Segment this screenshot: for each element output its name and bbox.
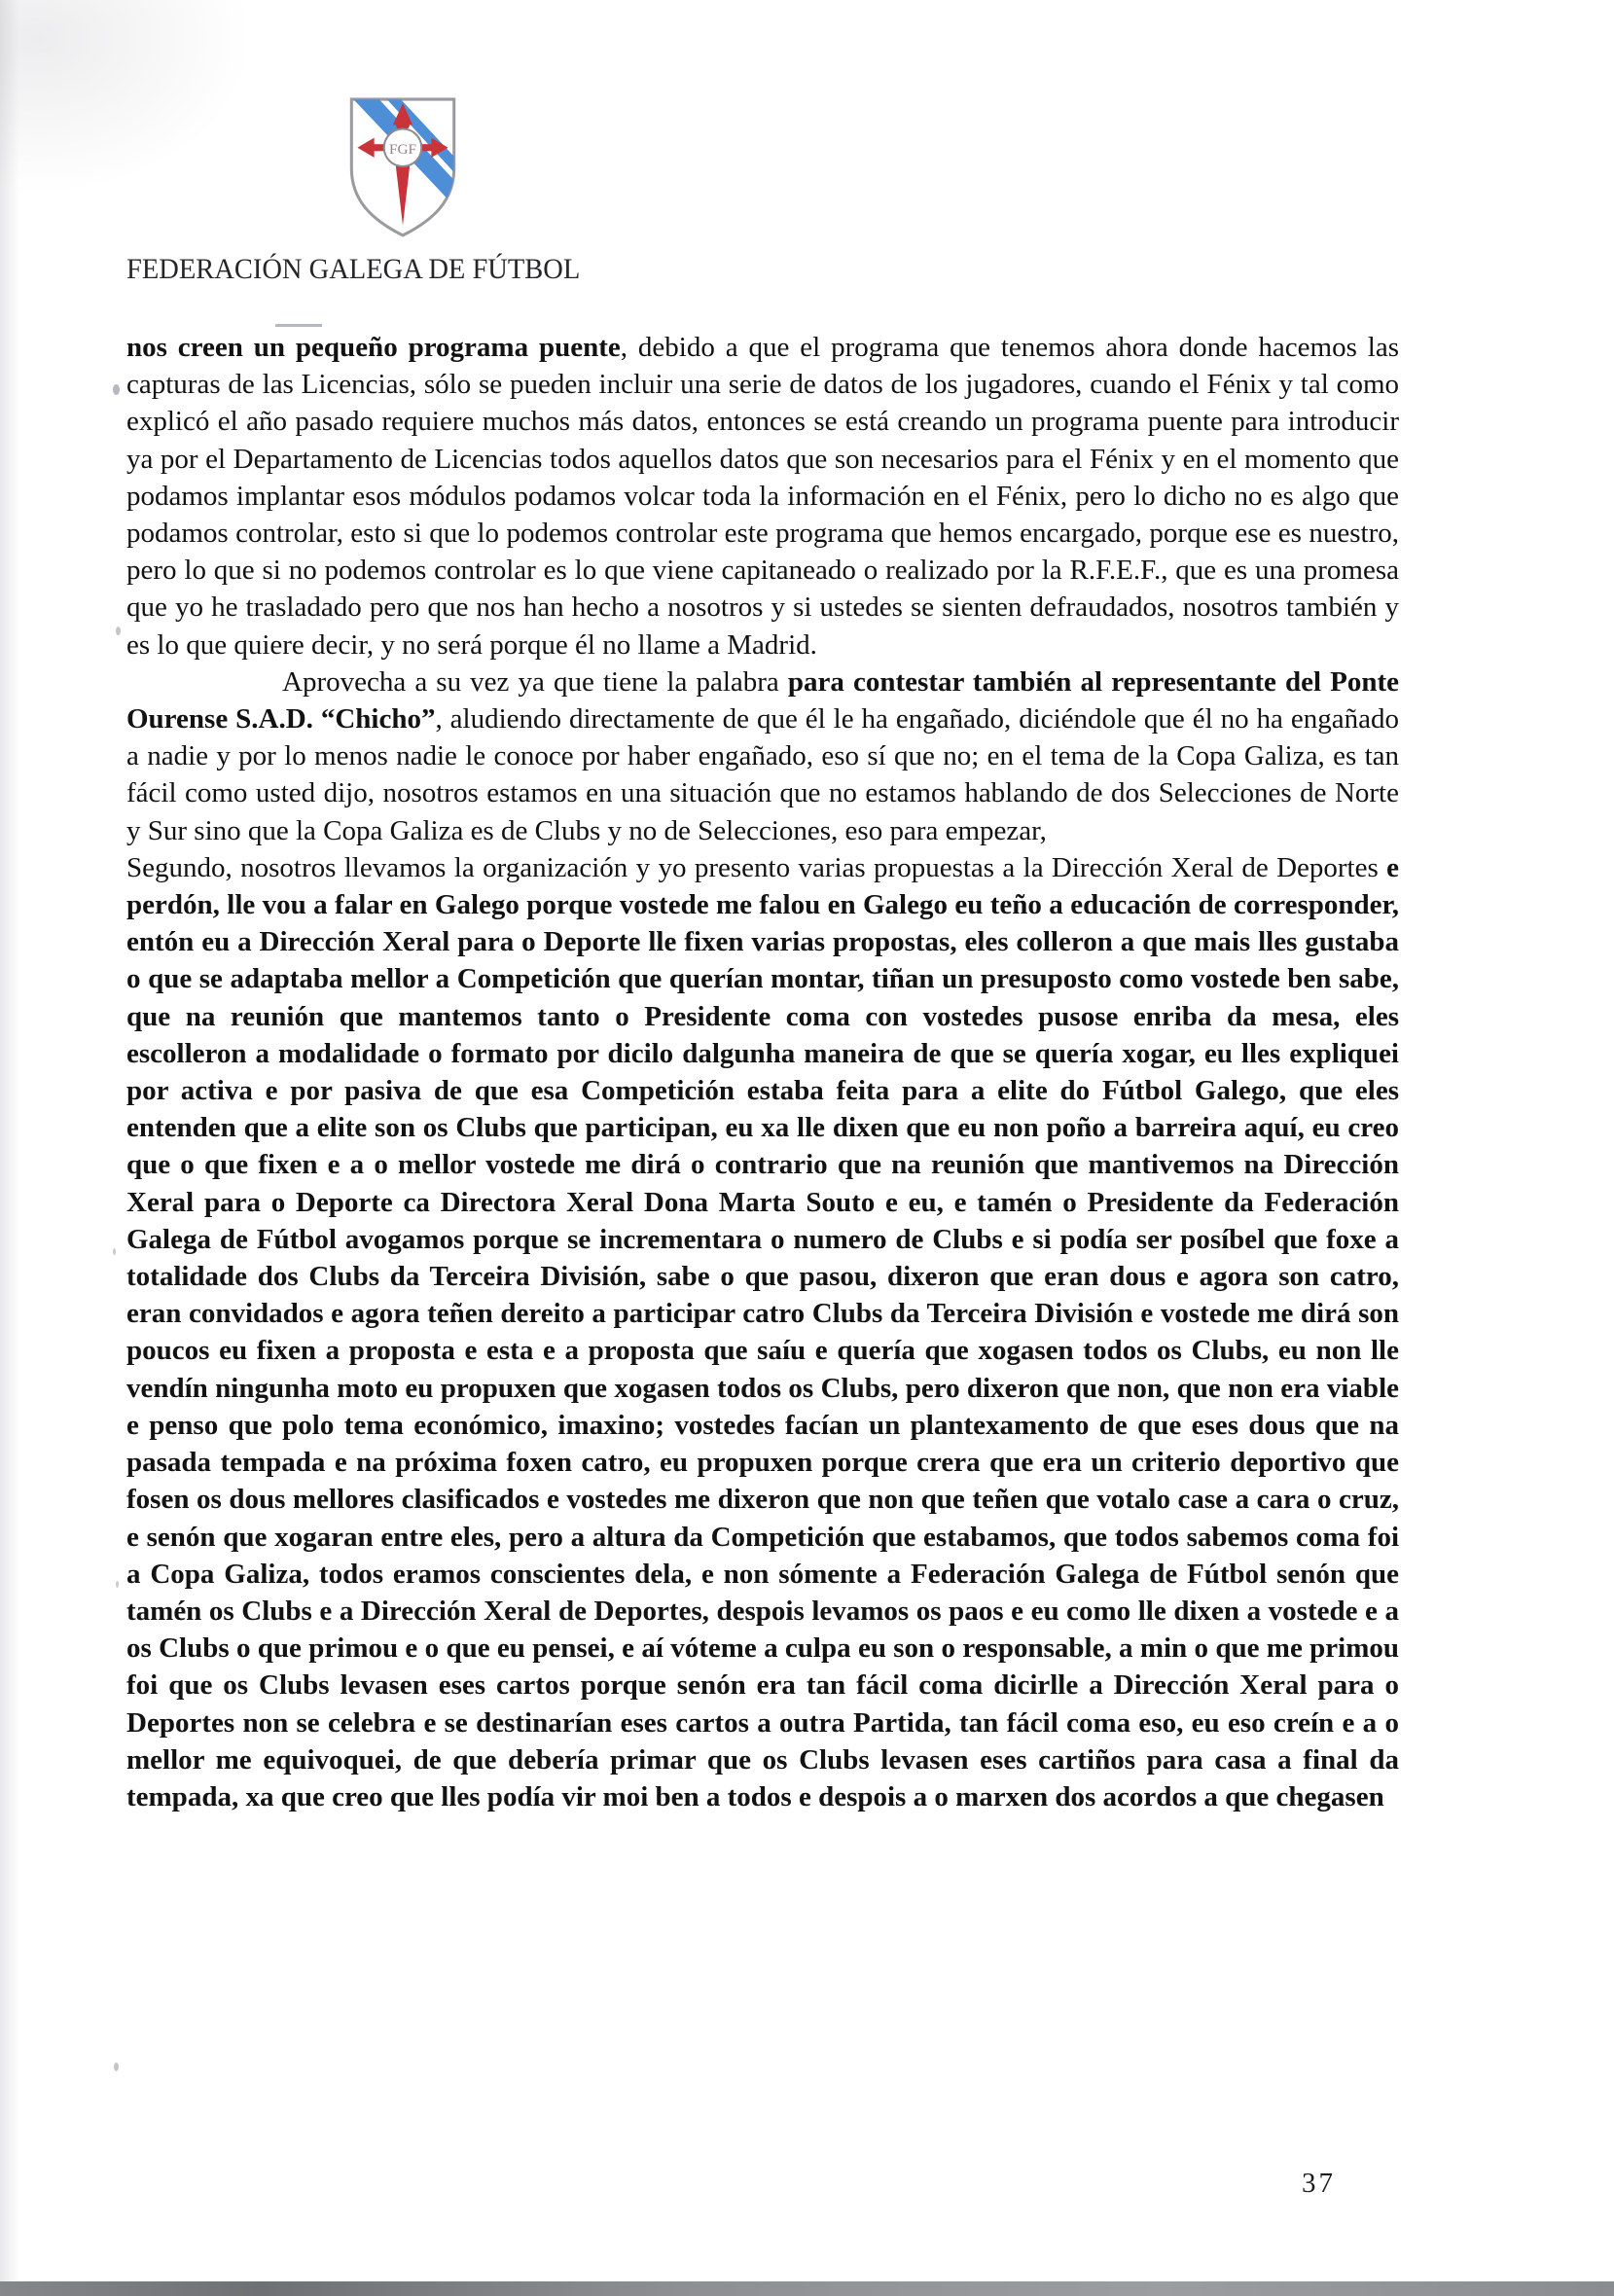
page-number: 37 [1302, 2168, 1336, 2199]
text-run: , aludiendo directamente de que él le ha engañado, diciéndole que él no ha engañado a nadie y por lo menos nadie le conoce por haber engañado, eso sí que no; en el tema de la Copa Galiza, es tan fácil como usted dijo, nosotros estamos en una situación que no estamos hablando de dos Selecciones de Norte y Sur sino que la Copa Galiza es de Clubs y no de Selecciones, eso para empezar, [126, 703, 1399, 846]
header-underline-artifact [275, 324, 322, 327]
paragraph [126, 664, 1399, 849]
fgf-crest-logo [342, 93, 463, 241]
paragraph [126, 849, 1399, 1815]
paragraph [126, 329, 1399, 664]
text-run: Aprovecha a su vez ya que tiene la palabra [282, 665, 788, 698]
document-body [126, 329, 1399, 1815]
scan-artifacts [113, 384, 120, 395]
scan-bottom-edge-band [0, 2281, 1614, 2296]
federation-name-heading: FEDERACIÓN GALEGA DE FÚTBOL [126, 253, 581, 285]
text-run: nos creen un pequeño programa puente [126, 332, 621, 363]
scan-corner-shading [0, 0, 253, 195]
shield-crest-icon [342, 93, 463, 241]
text-run: , debido a que el programa que tenemos ahora donde hacemos las capturas de las Licencias, sólo se pueden incluir una serie de datos de los jugadores, cuando el Fénix y tal como explicó el año pasado requiere muchos más datos, entonces se está creando un programa puente para introducir ya por el Departamento de Licencias todos aquellos datos que son necesarios para el Fénix y en el momento que podamos implantar esos módulos podamos volcar toda la información en el Fénix, pero lo dicho no es algo que podamos controlar, esto si que lo podemos controlar este programa que hemos encargado, porque ese es nuestro, pero lo que si no podemos controlar es lo que viene capitaneado o realizado por la R.F.E.F., que es una promesa que yo he trasladado pero que nos han hecho a nosotros y si ustedes se sienten defraudados, nosotros también y es lo que quiere decir, y no será porque él no llame a Madrid. [126, 332, 1399, 661]
text-run: para contestar también al representante del Ponte Ourense S.A.D. “Chicho” [126, 665, 1399, 735]
text-run: e perdón, lle vou a falar en Galego porque vostede me falou en Galego eu teño a educación de corresponder, entón eu a Dirección Xeral para o Deporte lle fixen varias propostas, eles colleron a que mais lles gustaba o que se adaptaba mellor a Competición que querían montar, tiñan un presuposto como vostede ben sabe, que na reunión que mantemos tanto o Presidente coma con vostedes pusose enriba da mesa, eles escolleron a modalidade o formato por dicilo dalgunha maneira de que se quería xogar, eu lles expliquei por activa e por pasiva de que esa Competición estaba feita para a elite do Fútbol Galego, que eles entenden que a elite son os Clubs que participan, eu xa lle dixen que eu non poño a barreira aquí, eu creo que o que fixen e a o mellor vostede me dirá o contrario que na reunión que mantivemos na Dirección Xeral para o Deporte ca Directora Xeral Dona Marta Souto e eu, e tamén o Presidente da Federación Galega de Fútbol avogamos porque se incrementara o numero de Clubs e si podía ser posíbel que foxe a totalidade dos Clubs da Terceira División, sabe o que pasou, dixeron que eran dous e agora son catro, eran convidados e agora teñen dereito a participar catro Clubs da Terceira División e vostede me dirá son poucos eu fixen a proposta e esta e a proposta que saíu e quería que xogasen todos os Clubs, eu non lle vendín ningunha moto eu propuxen que xogasen todos os Clubs, pero dixeron que non, que non era viable e penso que polo tema económico, imaxino; vostedes facían un plantexamento de que eses dous que na pasada tempada e na próxima foxen catro, eu propuxen porque crera que era un criterio deportivo que fosen os dous mellores clasificados e vostedes me dixeron que non que teñen que votalo case a cara o cruz, e senón que xogaran entre eles, pero a altura da Competición que estabamos, que todos sabemos coma foi a Copa Galiza, todos eramos conscientes dela, e non sómente a Federación Galega de Fútbol senón que tamén os Clubs e a Dirección Xeral de Deportes, despois levamos os paos e eu como lle dixen a vostede e a os Clubs o que primou e o que eu pensei, e aí vóteme a culpa eu son o responsable, a min o que me primou foi que os Clubs levasen eses cartos porque senón era tan fácil coma dicirlle a Dirección Xeral para o Deportes non se celebra e se destinarían eses cartos a outra Partida, tan fácil coma eso, eu eso creín e a o mellor me equivoquei, de que debería primar que os Clubs levasen eses cartiños para casa a final da tempada, xa que creo que lles podía vir moi ben a todos e despois a o marxen dos acordos a que chegasen [126, 851, 1399, 1812]
text-run: Segundo, nosotros llevamos la organización y yo presento varias propuestas a la Dirección Xeral de Deportes [126, 851, 1387, 883]
scan-left-edge-shadow [0, 0, 19, 2296]
monogram-text: FGF [389, 140, 416, 158]
